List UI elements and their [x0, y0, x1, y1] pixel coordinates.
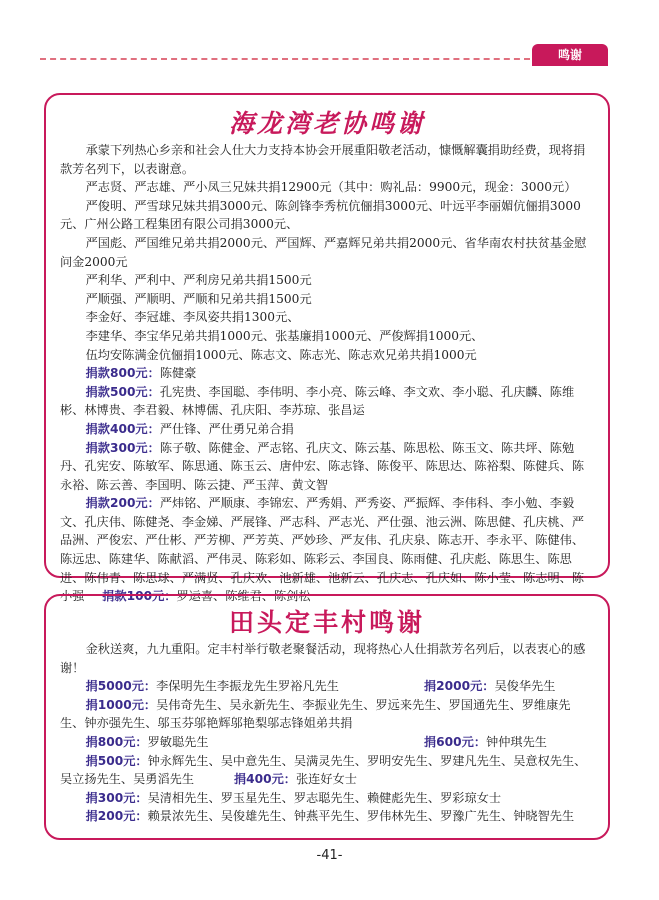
section-hailongwan [44, 93, 610, 604]
donor-line: 严国彪、严国维兄弟共捐2000元、严国辉、严嘉辉兄弟共捐2000元、省华南农村扶贫基金慰问金2000元 [60, 235, 587, 269]
donation-group [60, 383, 594, 420]
donor-line: 李建华、李宝华兄弟共捐1000元、张基廉捐1000元、严俊辉捐1000元、 [85, 328, 484, 343]
section2-content [46, 640, 608, 826]
section2-intro: 金秋送爽，九九重阳。定丰村举行敬老聚餐活动，现将热心人仕捐款芳名列后，以表衷心的感谢！ [60, 642, 586, 675]
donor-names: 李保明先生李振龙先生罗裕凡先生 [156, 679, 339, 694]
donation-amount-label: 捐款100元： [102, 589, 177, 604]
donor-names: 吴俊华先生 [494, 679, 556, 694]
section-dingfeng [44, 594, 610, 840]
donor-line: 严俊明、严雪球兄妹共捐3000元、陈剑锋李秀杭伉俪捐3000元、叶远平李丽媚伉俪捐3000元、广州公路工程集团有限公司捐3000元、 [60, 198, 581, 232]
donation-group [60, 494, 594, 606]
donor-names: 赖景浓先生、吴俊雄先生、钟燕平先生、罗伟林先生、罗豫广先生、钟晓智先生 [147, 809, 575, 824]
donation-amount-label: 捐款300元： [85, 440, 160, 455]
donor-names: 罗运喜、陈维君、陈剑松 [176, 589, 311, 604]
donor-line: 伍均安陈满金伉俪捐1000元、陈志文、陈志光、陈志欢兄弟共捐1000元 [85, 347, 477, 362]
donation-row [60, 733, 594, 752]
donation-amount-label: 捐1000元： [85, 697, 157, 712]
donation-amount-label: 捐500元： [85, 753, 148, 768]
donor-names: 孔宪贵、李国聪、李伟明、李小亮、陈云峰、李文欢、李小聪、孔庆麟、陈维彬、林博贵、李君毅、林博儒、孔庆阳、李苏琼、张昌运 [60, 384, 575, 418]
donor-names: 严仕锋、严仕勇兄弟合捐 [159, 421, 294, 436]
donation-amount-label: 捐2000元： [424, 679, 495, 694]
header-tag: 鸣谢 [532, 44, 608, 66]
donor-names: 严炜铭、严顺康、李锦宏、严秀娟、严秀姿、严振辉、李伟科、李小勉、李毅文、孔庆伟、陈健尧、李金娣、严展锋、严志科、严志光、严仕强、池云洲、陈思健、孔庆桃、严品洲、严俊宏、严仕彬、严芳柳、严芳英、严妙珍、严友伟、孔庆泉、陈志开、李永平、陈健伟、陈远忠、陈建华、陈献滔、严伟灵、陈彩如、陈彩云、李国良、陈雨健、孔庆彪、陈思生、陈思进、陈伟青、陈思球、严满贤、孔庆欢、池新雄、池新云、孔庆志、孔庆如、陈小莹、陈志明、陈小强 [60, 496, 585, 604]
donation-amount-label: 捐款400元： [85, 421, 160, 436]
donor-line: 李金好、李冠雄、李凤姿共捐1300元、 [85, 310, 300, 325]
donation-row [60, 752, 594, 789]
donor-names: 罗敏聪先生 [147, 734, 209, 749]
donation-row [60, 696, 594, 733]
header-dashed-line [40, 58, 530, 60]
donor-line: 严志贤、严志雄、严小凤三兄妹共捐12900元（其中：购礼品：9900元，现金：3000元） [85, 180, 577, 195]
section1-title: 海龙湾老协鸣谢 [228, 109, 425, 138]
donation-amount-label: 捐300元： [85, 790, 148, 805]
donation-amount-label: 捐600元： [424, 734, 487, 749]
donor-names: 陈子敬、陈健金、严志铭、孔庆文、陈云基、陈思松、陈玉文、陈共坪、陈勉丹、孔宪安、陈敏军、陈思通、陈玉云、唐仲宏、陈志锋、陈俊平、陈思达、陈裕梨、陈健兵、陈永裕、陈云善、李国明、陈云捷、严玉萍、黄文智 [60, 440, 585, 492]
donor-names: 张连好女士 [295, 772, 357, 787]
section2-title: 田头定丰村鸣谢 [228, 608, 425, 637]
donor-names: 陈健豪 [159, 366, 197, 381]
donation-group [60, 439, 594, 495]
donor-names: 钟仲琪先生 [486, 734, 547, 749]
donation-amount-label: 捐400元： [233, 772, 296, 787]
donation-amount-label: 捐款800元： [85, 366, 160, 381]
section1-intro: 承蒙下列热心乡亲和社会人仕大力支持本协会开展重阳敬老活动，慷慨解囊捐助经费，现将捐款芳名列下，以表谢意。 [60, 143, 586, 176]
donor-names: 吴伟奇先生、吴永新先生、李振业先生、罗远来先生、罗国通先生、罗维康先生、钟亦强先生、邬玉芬邬艳辉邬艳梨邬志锋姐弟共捐 [60, 697, 571, 731]
donation-amount-label: 捐800元： [85, 734, 148, 749]
section1-content [46, 141, 608, 606]
donation-group [60, 364, 594, 383]
donor-line: 严利华、严利中、严利房兄弟共捐1500元 [85, 273, 312, 288]
donor-line: 严顺强、严顺明、严顺和兄弟共捐1500元 [85, 291, 312, 306]
donation-amount-label: 捐200元： [85, 809, 148, 824]
donation-row [60, 677, 594, 696]
donation-amount-label: 捐款200元： [85, 496, 160, 511]
page-number: -41- [316, 848, 343, 863]
donation-group [60, 420, 594, 439]
donation-row [60, 807, 594, 826]
donation-amount-label: 捐款500元： [85, 384, 160, 399]
donor-names: 钟永辉先生、吴中意先生、吴满灵先生、罗明安先生、罗建凡先生、吴意权先生、吴立扬先生、吴勇滔先生 [60, 753, 587, 787]
donation-amount-label: 捐5000元： [85, 679, 157, 694]
donor-names: 吴清相先生、罗玉星先生、罗志聪先生、赖健彪先生、罗彩琼女士 [147, 790, 502, 805]
donation-row [60, 789, 594, 808]
